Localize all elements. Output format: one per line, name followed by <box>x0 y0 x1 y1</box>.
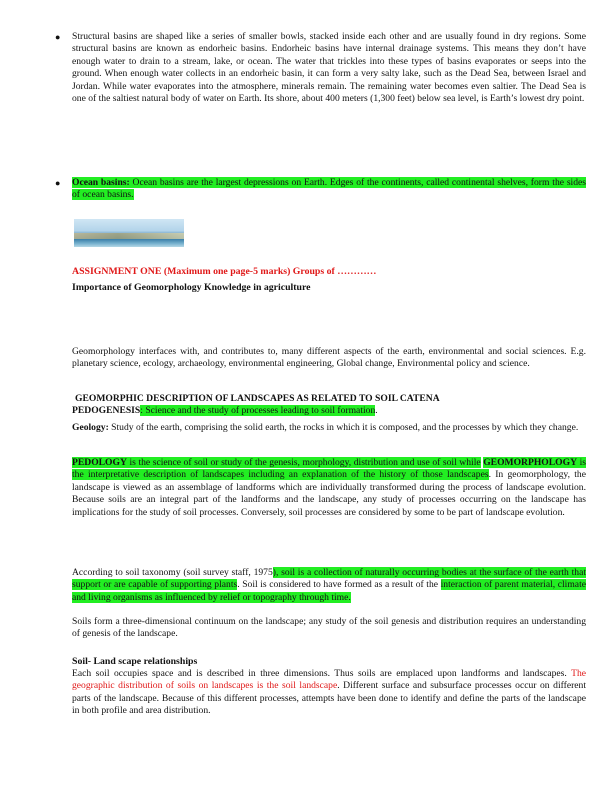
ocean-basins-text: Ocean basins are the largest depressions on Earth. Edges of the continents, called continental shelves, form the sides of ocean basins. <box>72 177 587 201</box>
taxonomy-formation-factors: interaction of parent material, climate and living organisms as influenced by relief or topography through time. <box>72 579 586 603</box>
continuum-text: Soils form a three-dimensional continuum on the landscape; any study of the soil genesis and distribution requires an understanding of genesis of the landscape. <box>72 616 586 640</box>
ocean-basins-term: Ocean basins: <box>72 177 130 188</box>
pedology-paragraph <box>72 457 586 519</box>
catena-heading-line1: GEOMORPHIC DESCRIPTION OF LANDSCAPES AS RELATED TO SOIL CATENA <box>75 393 440 404</box>
bullet-dot-icon: ● <box>55 32 61 42</box>
taxonomy-line <box>72 567 586 604</box>
structural-basins-text: Structural basins are shaped like a series of smaller bowls, stacked inside each other and are usually found in dry regions. Some structural basins are known as endorheic basins. Endorheic basins have internal drainage systems. This means they don’t have enough water to drain to a stream, lake, or ocean. The water that trickles into these types of basins evaporates or seeps into the ground. When enough water collects in an endorheic basin, it can form a very salty lake, such as the Dead Sea, between Israel and Jordan. While water evaporates into the atmosphere, minerals remain. The remaining water becomes even saltier. The Dead Sea is one of the saltiest natural body of water on Earth. Its shore, about 400 meters (1,300 feet) below sea level, is Earth’s lowest dry point. <box>72 31 586 105</box>
continuum-paragraph <box>72 616 586 641</box>
bullet-structural-basins <box>55 31 586 105</box>
soil-landscape-heading: Soil- Land scape relationships <box>72 656 198 667</box>
geomorphology-term: GEOMORPHOLOGY <box>483 457 578 468</box>
taxonomy-soil-definition: ), soil is a collection of naturally occurring bodies at the surface of the earth that support or are capable of supporting plants <box>72 567 586 591</box>
pedology-rest: . In geomorphology, the landscape is viewed as an assemblage of landforms which are individually transformed during the process of landscape evolution. Because soils are an integral part of the landforms and the landscape, any study of processes occurring on the landscape has implications for the study of soil processes. Conversely, soil processes are considered by some to be part of landscape evolution. <box>72 469 586 518</box>
catena-heading-block <box>72 393 586 418</box>
ocean-basins-paragraph <box>72 177 586 202</box>
pedology-line <box>72 457 586 519</box>
geology-term: Geology: <box>72 422 109 433</box>
soil-landscape-text1: Each soil occupies space and is described in three dimensions. Thus soils are emplaced upon landforms and landscapes. <box>72 668 572 679</box>
assignment-title: ASSIGNMENT ONE (Maximum one page-5 marks) Groups of ………… <box>72 266 377 277</box>
coastline-shape <box>74 233 184 239</box>
pedology-definition: is the science of soil or study of the genesis, morphology, distribution and use of soil while <box>126 457 481 468</box>
geology-paragraph <box>72 422 586 434</box>
soil-landscape-paragraph <box>72 668 586 718</box>
bullet-dot-icon: ● <box>55 178 61 188</box>
taxonomy-lead: According to soil taxonomy (soil survey staff, 1975 <box>72 567 273 578</box>
taxonomy-mid: . Soil is considered to have formed as a result of the <box>237 579 441 591</box>
pedogenesis-definition: : Science and the study of processes leading to soil formation <box>140 405 376 417</box>
taxonomy-paragraph <box>72 567 586 604</box>
geology-line <box>72 422 586 434</box>
geomorphology-definition: is the interpretative description of landscapes including an explanation of the history of those landscapes <box>72 457 586 481</box>
ocean-basin-image <box>74 219 184 247</box>
pedogenesis-term: PEDOGENESIS <box>72 405 141 417</box>
assignment-subtitle: Importance of Geomorphology Knowledge in agriculture <box>72 282 311 293</box>
soil-landscape-red-text: The geographic distribution of soils on landscapes is the soil landscape <box>72 668 586 692</box>
intro-text: Geomorphology interfaces with, and contributes to, many different aspects of the earth, environmental and social sciences. E.g. planetary science, ecology, archaeology, environmental engineering, Global change, Environmental policy and science. <box>72 346 586 370</box>
geology-text: Study of the earth, comprising the solid earth, the rocks in which it is composed, and the processes by which they change. <box>108 422 579 433</box>
intro-paragraph <box>72 346 586 371</box>
pedology-term: PEDOLOGY <box>72 457 127 468</box>
soil-landscape-line <box>72 668 586 718</box>
bullet-ocean-basins <box>55 177 587 202</box>
catena-heading-line2 <box>72 405 586 417</box>
pedogenesis-end: . <box>375 405 378 417</box>
soil-landscape-text2: . Different surface and subsurface processes occur on different parts of the landscape. Because of this different processes, attempts have been done to identify and define the parts of the landscape in both profile and area distribution. <box>72 680 586 717</box>
